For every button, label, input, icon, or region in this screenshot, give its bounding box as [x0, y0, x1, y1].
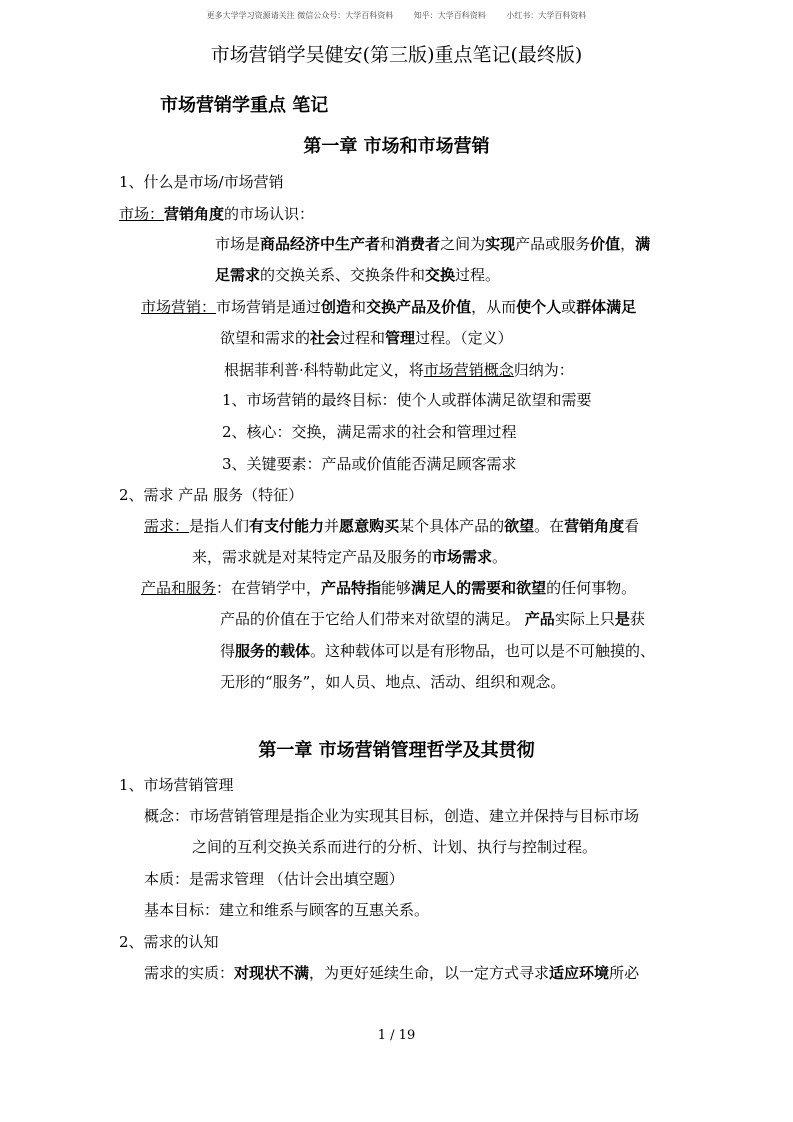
- goal-line: 基本目标：建立和维系与顾客的互惠关系。: [144, 901, 430, 919]
- question-1: 1、什么是市场/市场营销: [119, 173, 284, 191]
- header-middle: 知乎：大学百科资料: [413, 11, 486, 20]
- concept-line-1: 概念：市场营销管理是指企业为实现其目标，创造、建立并保持与目标市场: [144, 807, 640, 825]
- market-heading-rest: 的市场认识：: [224, 205, 315, 223]
- product-definition-line-4: 无形的“服务”，如人员、地点、活动、组织和观念。: [220, 673, 566, 691]
- chapter-1-title: 第一章 市场和市场营销: [303, 136, 490, 157]
- concept-line-2: 之间的互利交换关系而进行的分析、计划、执行与控制过程。: [192, 838, 598, 856]
- chapter-2-question-2: 2、需求的认知: [119, 933, 219, 951]
- market-heading-bold: 营销角度: [164, 205, 225, 223]
- market-definition-line-1: 市场是商品经济中生产者和消费者之间为实现产品或服务价值，满: [215, 235, 651, 253]
- page-number: 1 / 19: [377, 1028, 416, 1043]
- summary-line: 根据菲利普·科特勒此定义，将市场营销概念归纳为：: [224, 361, 574, 379]
- market-definition-line-2: 足需求的交换关系、交换条件和交换过程。: [215, 266, 501, 284]
- marketing-term: 市场营销：: [141, 298, 217, 316]
- product-term: 产品和服务: [141, 579, 217, 597]
- marketing-definition-line-1: 市场营销：市场营销是通过创造和交换产品及价值，从而使个人或群体满足: [141, 298, 637, 316]
- product-definition-line-3: 得服务的载体。这种载体可以是有形物品，也可以是不可触摸的、: [220, 642, 656, 660]
- demand-definition-line-1: 需求：是指人们有支付能力并愿意购买某个具体产品的欲望。在营销角度看: [144, 517, 640, 535]
- market-term: 市场：: [119, 205, 165, 223]
- nature-line: 需求的实质：对现状不满，为更好延续生命，以一定方式寻求适应环境所必: [144, 964, 640, 982]
- summary-point: 1、市场营销的最终目标：使个人或群体满足欲望和需要: [222, 391, 592, 409]
- question-2: 2、需求 产品 服务（特征）: [119, 486, 304, 504]
- header-right: 小红书：大学百科资料: [506, 11, 587, 20]
- product-definition-line-2: 产品的价值在于它给人们带来对欲望的满足。 产品实际上只是获: [220, 610, 645, 628]
- marketing-definition-line-2: 欲望和需求的社会过程和管理过程。（定义）: [220, 329, 513, 347]
- document-title: 市场营销学吴健安(第三版)重点笔记(最终版): [210, 44, 583, 66]
- essence-line: 本质：是需求管理 （估计会出填空题）: [144, 870, 404, 888]
- product-definition-line-1: 产品和服务：在营销学中，产品特指能够满足人的需要和欲望的任何事物。: [141, 579, 637, 597]
- summary-point: 3、关键要素：产品或价值能否满足顾客需求: [222, 455, 517, 473]
- market-heading: [119, 204, 314, 224]
- summary-point: 2、核心：交换，满足需求的社会和管理过程: [222, 423, 517, 441]
- demand-term: 需求：: [144, 517, 190, 535]
- chapter-2-title: 第一章 市场营销管理哲学及其贯彻: [258, 740, 535, 761]
- page-header: [0, 10, 793, 21]
- header-left: 更多大学学习资源请关注 微信公众号：大学百科资料: [206, 11, 394, 20]
- notes-subtitle: 市场营销学重点 笔记: [160, 95, 329, 116]
- chapter-2-question-1: 1、市场营销管理: [119, 776, 234, 794]
- demand-definition-line-2: 来，需求就是对某特定产品及服务的市场需求。: [192, 548, 508, 566]
- marketing-concept-term: 市场营销概念: [423, 361, 514, 379]
